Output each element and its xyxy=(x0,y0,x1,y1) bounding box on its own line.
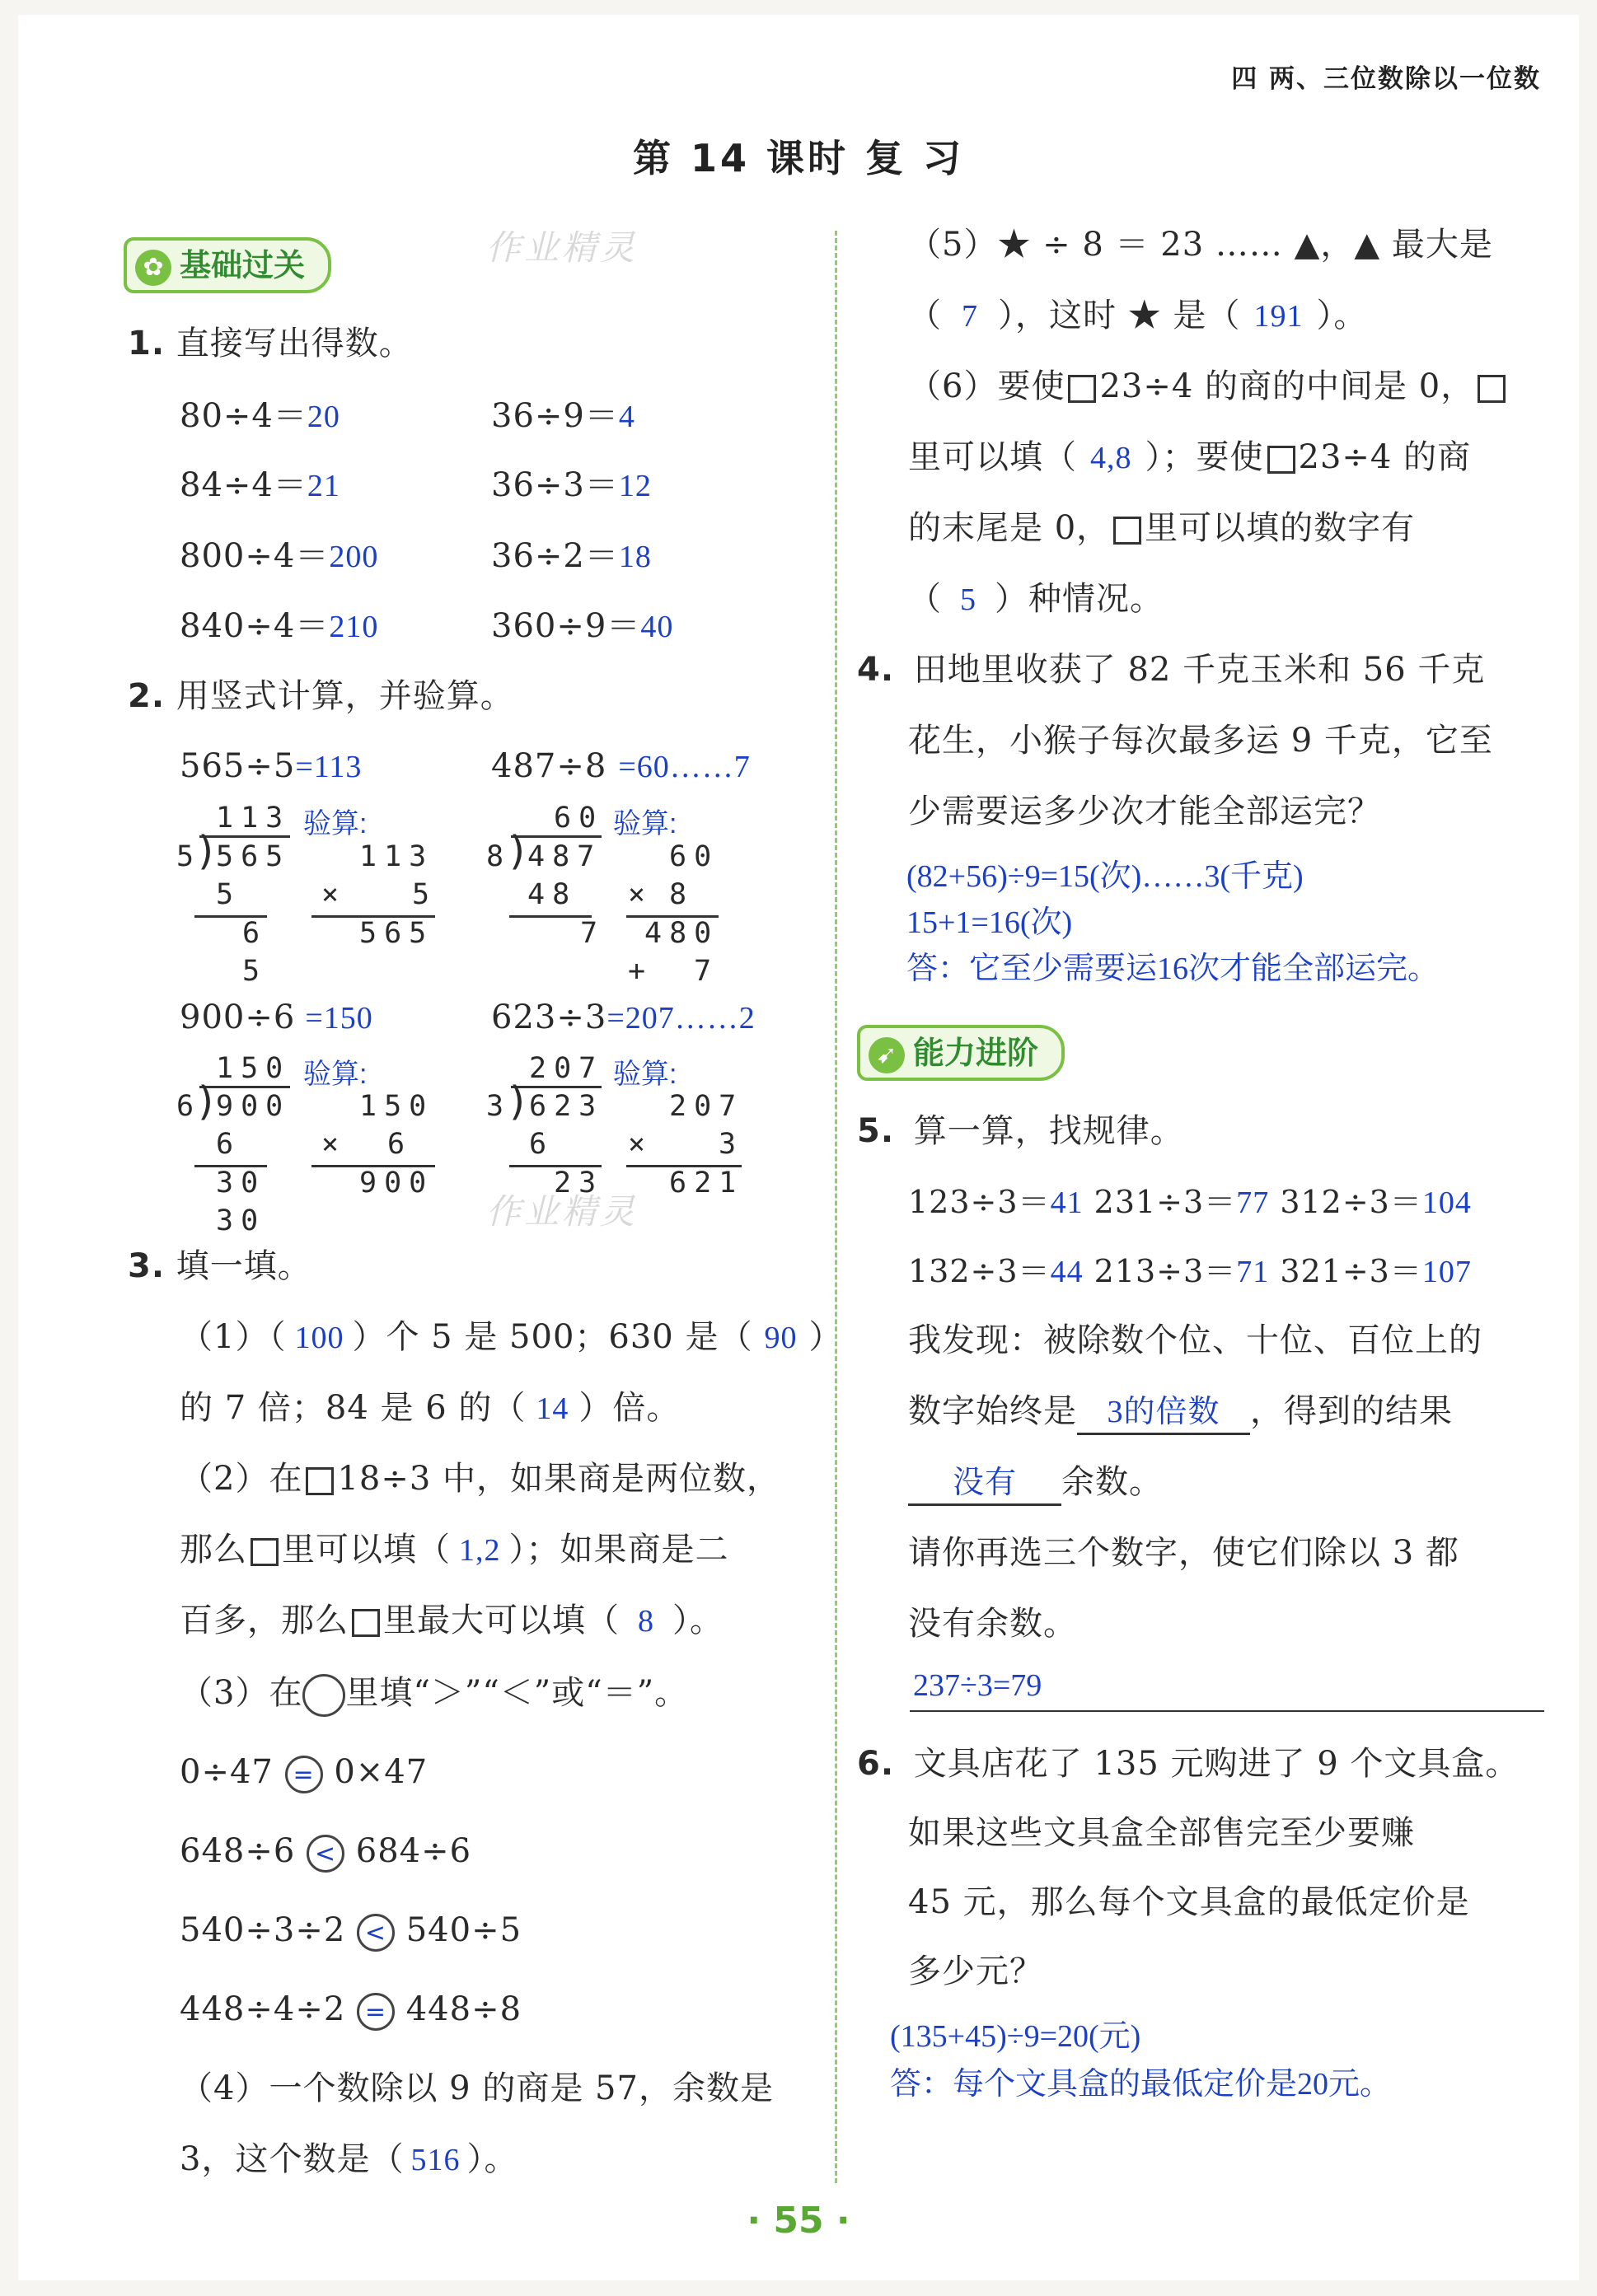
question-text: 田地里收获了 82 千克玉米和 56 千克 xyxy=(913,651,1486,689)
answer: =207……2 xyxy=(606,1001,756,1036)
answer: 4,8 xyxy=(1090,441,1132,475)
fill-line: （ 7 ），这时 ★ 是（ 191 ）。 xyxy=(908,297,1368,334)
fill-line: （ 5 ）种情况。 xyxy=(908,580,1164,618)
question-text: 45 元，那么每个文具盒的最低定价是 xyxy=(908,1883,1470,1921)
answer: 40 xyxy=(640,610,674,644)
quotient: 113 xyxy=(216,802,291,835)
section-badge-basic xyxy=(124,237,331,293)
divisor: 8 xyxy=(486,840,512,873)
answer-work: (82+56)÷9=15(次)……3(千克) xyxy=(906,859,1304,894)
fill-line: 那么 里可以填（ 1,2 ）；如果商是二 xyxy=(180,1531,729,1569)
answer-blank: 没有 xyxy=(908,1462,1061,1506)
blank-square xyxy=(352,1609,380,1637)
question-text: 多少元？ xyxy=(908,1952,1043,1990)
answer-circle: = xyxy=(285,1756,323,1793)
answer-statement: 答：它至少需要运16次才能全部运完。 xyxy=(906,952,1440,986)
check-factor: 6 xyxy=(387,1128,413,1161)
question-text: 少需要运多少次才能全部运完？ xyxy=(908,793,1381,830)
answer: 18 xyxy=(618,540,652,574)
answer: =150 xyxy=(305,1001,373,1036)
divisor: 3 xyxy=(486,1090,512,1123)
step: 7 xyxy=(580,917,606,950)
blank-square xyxy=(1113,517,1141,545)
step: 6 xyxy=(216,1128,241,1161)
check-label: 验算: xyxy=(613,808,677,839)
blank-square xyxy=(1478,375,1506,403)
quotient: 150 xyxy=(216,1052,291,1085)
answer: 191 xyxy=(1253,299,1304,334)
answer: 210 xyxy=(329,610,379,644)
section-label: 基础过关 xyxy=(180,247,306,283)
answer: 7 xyxy=(962,299,978,334)
question-number: 2. xyxy=(128,677,166,715)
question-number: 1. xyxy=(128,325,166,362)
check-factor: 207 xyxy=(669,1090,744,1123)
equation: 36÷3＝12 xyxy=(491,466,652,504)
division-problem: 623÷3=207……2 xyxy=(491,998,756,1036)
divisor: 5 xyxy=(176,840,202,873)
step-clipped xyxy=(216,1202,265,1220)
answer-work: (135+45)÷9=20(元) xyxy=(890,2019,1141,2054)
answer: 21 xyxy=(307,469,340,503)
equation: 36÷2＝18 xyxy=(491,537,652,575)
answer-work: 15+1=16(次) xyxy=(906,905,1073,940)
divisor: 6 xyxy=(176,1090,202,1123)
step: 30 xyxy=(216,1167,266,1199)
blank-circle xyxy=(302,1674,345,1717)
question-text: 文具店花了 135 元购进了 9 个文具盒。 xyxy=(913,1745,1520,1783)
fill-line: 百多，那么 里最大可以填（ 8 ）。 xyxy=(180,1602,724,1639)
check-result-clipped: 621 xyxy=(669,1167,744,1199)
compare-item: 540÷3÷2 < 540÷5 xyxy=(180,1910,522,1952)
answer: 44 xyxy=(1050,1255,1084,1289)
question-5 xyxy=(857,1111,1184,1152)
compare-item: 648÷6 < 684÷6 xyxy=(180,1831,471,1873)
question-text: 如果这些文具盒全部售完至少要赚 xyxy=(908,1814,1415,1852)
answer: 90 xyxy=(764,1321,798,1355)
check-label: 验算: xyxy=(303,1059,368,1090)
check-factor: 3 xyxy=(719,1128,744,1161)
dividend: 487 xyxy=(527,840,602,873)
column-divider xyxy=(835,231,837,2183)
equation: 80÷4＝20 xyxy=(180,397,340,435)
answer: 8 xyxy=(638,1604,654,1639)
answer-statement: 答：每个文具盒的最低定价是20元。 xyxy=(890,2067,1392,2102)
question-text: 直接写出得数。 xyxy=(176,325,413,362)
times-sign: × xyxy=(321,1128,347,1161)
division-bracket: ) xyxy=(506,828,530,874)
answer: 71 xyxy=(1236,1255,1270,1289)
answer-circle: = xyxy=(357,1993,395,2031)
chapter-header: 四 两、三位数除以一位数 xyxy=(1231,64,1541,94)
equation: 360÷9＝40 xyxy=(491,607,674,645)
answer: 516 xyxy=(410,2143,461,2177)
times-sign: × xyxy=(628,1128,653,1161)
step: 6 xyxy=(529,1128,555,1161)
equation: 84÷4＝21 xyxy=(180,466,340,504)
answer: 107 xyxy=(1421,1255,1472,1289)
question-4 xyxy=(857,649,1485,690)
fill-line: （2）在 18÷3 中，如果商是两位数， xyxy=(180,1460,781,1498)
blank-square xyxy=(1068,375,1096,403)
equation-row: 132÷3＝44 213÷3＝71 321÷3＝107 xyxy=(908,1253,1472,1289)
step: 5 xyxy=(242,955,268,988)
answer-blank: 3的倍数 xyxy=(1077,1391,1250,1435)
answer: 1,2 xyxy=(459,1533,501,1568)
check-factor: 150 xyxy=(359,1090,434,1123)
quotient: 207 xyxy=(529,1052,604,1085)
dividend: 565 xyxy=(216,840,291,873)
division-bracket: ) xyxy=(506,1078,530,1125)
division-problem: 487÷8 =60……7 xyxy=(491,747,751,785)
times-sign: × xyxy=(628,878,653,911)
fill-line: 没有 余数。 xyxy=(908,1461,1163,1506)
dividend: 623 xyxy=(529,1090,604,1123)
answer: 4 xyxy=(618,400,635,434)
question-text: 算一算，找规律。 xyxy=(913,1112,1184,1150)
fill-line: 数字始终是 3的倍数 ，得到的结果 xyxy=(908,1391,1453,1435)
compare-item: 0÷47 = 0×47 xyxy=(180,1751,428,1793)
division-bracket: ) xyxy=(194,828,218,874)
compare-item: 448÷4÷2 = 448÷8 xyxy=(180,1989,522,2031)
answer: 41 xyxy=(1050,1185,1084,1220)
dividend: 900 xyxy=(216,1090,291,1123)
division-problem: 900÷6 =150 xyxy=(180,998,373,1036)
section-badge-advance xyxy=(857,1025,1065,1081)
answer: 20 xyxy=(307,400,340,434)
gear-icon: ✿ xyxy=(135,250,171,286)
step: 48 xyxy=(527,878,578,911)
division-bracket: ) xyxy=(194,1078,218,1125)
check-remainder: 7 xyxy=(694,955,719,988)
equation: 800÷4＝200 xyxy=(180,537,379,575)
times-sign: × xyxy=(321,878,347,911)
fill-line: 里可以填（ 4,8 ）；要使 23÷4 的商 xyxy=(908,438,1472,476)
division-problem: 565÷5=113 xyxy=(180,747,363,785)
check-factor: 8 xyxy=(669,878,695,911)
page-title: 第 14 课时 复 习 xyxy=(632,136,965,180)
section-label: 能力进阶 xyxy=(913,1035,1039,1071)
question-2 xyxy=(128,676,514,717)
question-number: 3. xyxy=(128,1247,166,1285)
question-number: 4. xyxy=(857,651,895,689)
question-text: 没有余数。 xyxy=(908,1605,1077,1643)
step-clipped: 23 xyxy=(554,1167,604,1199)
fill-line: （1）（ 100 ）个 5 是 500；630 是（ 90 ） xyxy=(180,1318,843,1356)
equation: 840÷4＝210 xyxy=(180,607,379,645)
answer-circle: < xyxy=(357,1914,395,1952)
answer-line xyxy=(910,1710,1544,1712)
question-3 xyxy=(128,1246,311,1287)
question-number: 6. xyxy=(857,1745,895,1783)
fill-line: （5）★ ÷ 8 ＝ 23 …… ▲，▲ 最大是 xyxy=(908,226,1493,264)
watermark: 作业精灵 xyxy=(486,1191,639,1232)
answer: =60……7 xyxy=(618,750,751,784)
page-number: · 55 · xyxy=(747,2200,850,2242)
question-text: 请你再选三个数字，使它们除以 3 都 xyxy=(908,1534,1459,1572)
check-factor: 5 xyxy=(412,878,438,911)
question-6 xyxy=(857,1743,1519,1784)
check-result: 565 xyxy=(359,917,434,950)
question-1 xyxy=(128,323,413,364)
step: 5 xyxy=(216,878,241,911)
answer: 100 xyxy=(294,1321,344,1355)
blank-square xyxy=(251,1538,279,1566)
check-factor: 60 xyxy=(669,840,719,873)
answer: =113 xyxy=(295,750,363,784)
question-number: 5. xyxy=(857,1112,895,1150)
answer: 104 xyxy=(1421,1185,1472,1220)
answer: 5 xyxy=(960,582,976,617)
fill-line: （4）一个数除以 9 的商是 57，余数是 xyxy=(180,2069,774,2107)
fill-line: 的末尾是 0， 里可以填的数字有 xyxy=(908,509,1416,547)
plus-sign: + xyxy=(628,955,653,988)
check-label: 验算: xyxy=(613,1059,677,1090)
blank-square xyxy=(306,1467,334,1495)
answer: 200 xyxy=(329,540,379,574)
answer: 14 xyxy=(536,1391,569,1426)
quotient: 60 xyxy=(554,802,604,835)
blank-square xyxy=(1267,446,1295,474)
runner-icon: ➹ xyxy=(869,1037,905,1073)
fill-line: 3，这个数是（ 516 ）。 xyxy=(180,2140,518,2178)
question-text: 用竖式计算，并验算。 xyxy=(176,677,514,715)
answer: 77 xyxy=(1236,1185,1270,1220)
watermark: 作业精灵 xyxy=(486,227,639,268)
question-text: 花生，小猴子每次最多运 9 千克，它至 xyxy=(908,722,1493,760)
question-text: 我发现：被除数个位、十位、百位上的 xyxy=(908,1321,1482,1359)
check-result: 480 xyxy=(644,917,719,950)
step: 6 xyxy=(242,917,268,950)
answer: 12 xyxy=(618,469,652,503)
equation: 36÷9＝4 xyxy=(491,397,635,435)
check-factor: 113 xyxy=(359,840,434,873)
answer-circle: < xyxy=(307,1835,344,1873)
check-result: 900 xyxy=(359,1167,434,1199)
answer-work: 237÷3=79 xyxy=(913,1668,1042,1703)
fill-line: 的 7 倍；84 是 6 的（ 14 ）倍。 xyxy=(180,1389,681,1427)
fill-line: （3）在 里填“＞”“＜”或“＝”。 xyxy=(180,1672,688,1717)
equation-row: 123÷3＝41 231÷3＝77 312÷3＝104 xyxy=(908,1184,1472,1220)
question-text: 填一填。 xyxy=(176,1247,311,1285)
check-label: 验算: xyxy=(303,808,368,839)
fill-line: （6）要使 23÷4 的商的中间是 0， xyxy=(908,366,1509,407)
